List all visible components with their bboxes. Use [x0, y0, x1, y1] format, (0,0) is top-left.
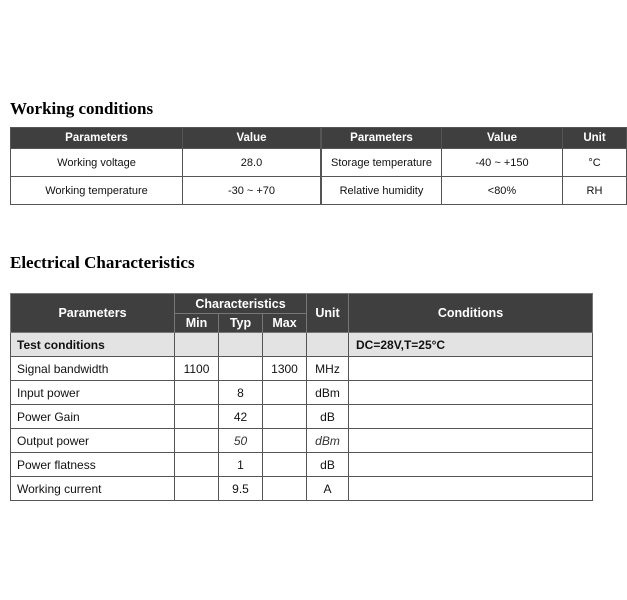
table-cell: °C — [563, 149, 627, 177]
electrical-characteristics-title: Electrical Characteristics — [10, 253, 195, 272]
table-cell — [349, 381, 593, 405]
table-cell — [263, 405, 307, 429]
table-cell — [349, 477, 593, 501]
table-row — [11, 177, 627, 205]
working-conditions-title: Working conditions — [10, 99, 154, 118]
column-header-conditions: Conditions — [349, 294, 593, 333]
table-cell: Input power — [11, 381, 175, 405]
table-cell: DC=28V,T=25°C — [349, 333, 593, 357]
table-cell: 1 — [219, 453, 263, 477]
column-header-min: Min — [175, 314, 219, 333]
table-cell: Working current — [11, 477, 175, 501]
table-cell — [219, 357, 263, 381]
table-row — [11, 149, 627, 177]
table-header-row — [11, 128, 627, 149]
working-conditions-table — [10, 127, 627, 205]
table-cell — [263, 381, 307, 405]
table-cell: MHz — [307, 357, 349, 381]
table-cell — [307, 333, 349, 357]
table-cell: dB — [307, 453, 349, 477]
table-cell: 8 — [219, 381, 263, 405]
table-cell: -30 ~ +70 — [183, 177, 321, 205]
column-header: Value — [442, 128, 563, 149]
table-cell — [349, 405, 593, 429]
table-row — [11, 405, 593, 429]
table-cell: Test conditions — [11, 333, 175, 357]
table-row — [11, 381, 593, 405]
table-cell — [175, 381, 219, 405]
table-cell: Signal bandwidth — [11, 357, 175, 381]
table-cell: Power Gain — [11, 405, 175, 429]
table-cell — [263, 477, 307, 501]
table-cell: dB — [307, 405, 349, 429]
table-cell: 1100 — [175, 357, 219, 381]
table-header-row — [11, 294, 593, 314]
table-cell: Relative humidity — [322, 177, 442, 205]
column-header: Value — [183, 128, 321, 149]
table-cell: A — [307, 477, 349, 501]
table-cell: 28.0 — [183, 149, 321, 177]
table-row — [11, 453, 593, 477]
table-cell: Storage temperature — [322, 149, 442, 177]
column-header-typ: Typ — [219, 314, 263, 333]
table-cell: <80% — [442, 177, 563, 205]
table-row — [11, 477, 593, 501]
table-cell: Power flatness — [11, 453, 175, 477]
table-row — [11, 429, 593, 453]
table-cell — [175, 477, 219, 501]
table-cell — [349, 453, 593, 477]
table-cell: -40 ~ +150 — [442, 149, 563, 177]
column-header: Parameters — [11, 128, 183, 149]
test-conditions-row — [11, 333, 593, 357]
table-cell: dBm — [307, 381, 349, 405]
electrical-characteristics-table — [10, 293, 593, 501]
column-header-characteristics: Characteristics — [175, 294, 307, 314]
table-cell — [263, 333, 307, 357]
table-cell: 50 — [219, 429, 263, 453]
table-cell: dBm — [307, 429, 349, 453]
column-header-unit: Unit — [307, 294, 349, 333]
table-cell: Working voltage — [11, 149, 183, 177]
table-cell — [263, 429, 307, 453]
column-header-parameters: Parameters — [11, 294, 175, 333]
table-cell — [175, 333, 219, 357]
column-header: Parameters — [322, 128, 442, 149]
table-cell: 9.5 — [219, 477, 263, 501]
table-cell: RH — [563, 177, 627, 205]
table-cell: Output power — [11, 429, 175, 453]
table-cell — [349, 429, 593, 453]
column-header-max: Max — [263, 314, 307, 333]
table-cell: Working temperature — [11, 177, 183, 205]
table-cell — [263, 453, 307, 477]
table-cell — [349, 357, 593, 381]
table-cell — [175, 453, 219, 477]
table-cell: 42 — [219, 405, 263, 429]
table-row — [11, 357, 593, 381]
column-header: Unit — [563, 128, 627, 149]
table-cell — [175, 429, 219, 453]
table-cell — [175, 405, 219, 429]
table-cell — [219, 333, 263, 357]
table-cell: 1300 — [263, 357, 307, 381]
